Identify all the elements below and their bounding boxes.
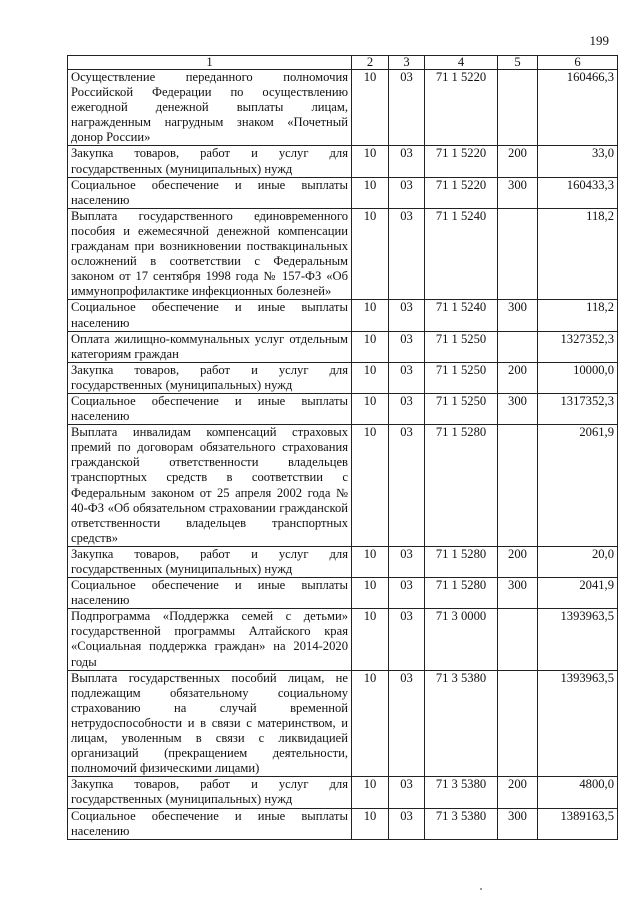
subsection-code-cell: 03 bbox=[389, 808, 425, 839]
amount-cell: 160466,3 bbox=[538, 70, 618, 146]
target-article-cell: 71 1 5280 bbox=[425, 546, 498, 577]
subsection-code-cell: 03 bbox=[389, 300, 425, 331]
expense-type-cell: 300 bbox=[498, 578, 538, 609]
table-row bbox=[68, 670, 618, 777]
amount-cell: 1389163,5 bbox=[538, 808, 618, 839]
row-name-cell: Осуществление переданного полномочия Российской Федерации по осуществлению ежегодной денежной выплаты лицам, награжденным нагрудным знаком «Почетный донор России» bbox=[68, 70, 352, 146]
row-name-cell: Оплата жилищно-коммунальных услуг отдельным категориям граждан bbox=[68, 331, 352, 362]
target-article-cell: 71 3 5380 bbox=[425, 808, 498, 839]
expense-type-cell: 300 bbox=[498, 808, 538, 839]
target-article-cell: 71 1 5240 bbox=[425, 208, 498, 300]
section-code-cell: 10 bbox=[352, 362, 389, 393]
target-article-cell: 71 1 5250 bbox=[425, 331, 498, 362]
amount-cell: 2061,9 bbox=[538, 425, 618, 547]
section-code-cell: 10 bbox=[352, 393, 389, 424]
expense-type-cell: 300 bbox=[498, 300, 538, 331]
table-row bbox=[68, 331, 618, 362]
target-article-cell: 71 1 5280 bbox=[425, 578, 498, 609]
subsection-code-cell: 03 bbox=[389, 208, 425, 300]
expense-type-cell: 300 bbox=[498, 393, 538, 424]
table-row bbox=[68, 177, 618, 208]
expense-type-cell bbox=[498, 70, 538, 146]
target-article-cell: 71 3 5380 bbox=[425, 777, 498, 808]
section-code-cell: 10 bbox=[352, 777, 389, 808]
table-row bbox=[68, 546, 618, 577]
table-row bbox=[68, 808, 618, 839]
expense-type-cell bbox=[498, 208, 538, 300]
row-name-cell: Закупка товаров, работ и услуг для государственных (муниципальных) нужд bbox=[68, 777, 352, 808]
section-code-cell: 10 bbox=[352, 208, 389, 300]
row-name-cell: Социальное обеспечение и иные выплаты населению bbox=[68, 578, 352, 609]
row-name-cell: Закупка товаров, работ и услуг для государственных (муниципальных) нужд bbox=[68, 362, 352, 393]
row-name-cell: Социальное обеспечение и иные выплаты населению bbox=[68, 808, 352, 839]
table-row bbox=[68, 425, 618, 547]
target-article-cell: 71 1 5280 bbox=[425, 425, 498, 547]
table-body bbox=[68, 70, 618, 840]
target-article-cell: 71 1 5220 bbox=[425, 146, 498, 177]
table-row bbox=[68, 146, 618, 177]
expense-type-cell: 200 bbox=[498, 546, 538, 577]
amount-cell: 1317352,3 bbox=[538, 393, 618, 424]
amount-cell: 1327352,3 bbox=[538, 331, 618, 362]
scan-speck bbox=[480, 888, 482, 890]
expense-type-cell bbox=[498, 331, 538, 362]
expense-type-cell: 300 bbox=[498, 177, 538, 208]
table-row bbox=[68, 362, 618, 393]
amount-cell: 1393963,5 bbox=[538, 609, 618, 670]
amount-cell: 118,2 bbox=[538, 300, 618, 331]
subsection-code-cell: 03 bbox=[389, 362, 425, 393]
target-article-cell: 71 1 5250 bbox=[425, 362, 498, 393]
target-article-cell: 71 1 5220 bbox=[425, 70, 498, 146]
section-code-cell: 10 bbox=[352, 670, 389, 777]
table-row bbox=[68, 300, 618, 331]
section-code-cell: 10 bbox=[352, 300, 389, 331]
amount-cell: 118,2 bbox=[538, 208, 618, 300]
subsection-code-cell: 03 bbox=[389, 578, 425, 609]
table-row bbox=[68, 208, 618, 300]
target-article-cell: 71 3 5380 bbox=[425, 670, 498, 777]
column-header: 5 bbox=[498, 56, 538, 70]
expense-type-cell bbox=[498, 425, 538, 547]
row-name-cell: Социальное обеспечение и иные выплаты населению bbox=[68, 300, 352, 331]
target-article-cell: 71 3 0000 bbox=[425, 609, 498, 670]
section-code-cell: 10 bbox=[352, 808, 389, 839]
subsection-code-cell: 03 bbox=[389, 177, 425, 208]
table-row bbox=[68, 777, 618, 808]
section-code-cell: 10 bbox=[352, 331, 389, 362]
subsection-code-cell: 03 bbox=[389, 70, 425, 146]
section-code-cell: 10 bbox=[352, 177, 389, 208]
subsection-code-cell: 03 bbox=[389, 670, 425, 777]
row-name-cell: Социальное обеспечение и иные выплаты населению bbox=[68, 177, 352, 208]
expense-type-cell: 200 bbox=[498, 362, 538, 393]
section-code-cell: 10 bbox=[352, 146, 389, 177]
expense-type-cell: 200 bbox=[498, 146, 538, 177]
table-row bbox=[68, 609, 618, 670]
section-code-cell: 10 bbox=[352, 578, 389, 609]
section-code-cell: 10 bbox=[352, 425, 389, 547]
section-code-cell: 10 bbox=[352, 70, 389, 146]
subsection-code-cell: 03 bbox=[389, 546, 425, 577]
column-header: 4 bbox=[425, 56, 498, 70]
amount-cell: 20,0 bbox=[538, 546, 618, 577]
amount-cell: 4800,0 bbox=[538, 777, 618, 808]
row-name-cell: Выплата государственных пособий лицам, не подлежащим обязательному социальному страхованию на случай временной нетрудоспособности и в связи с материнством, и лицам, уволенным в связи с ликвидацией организаций (прекращением деятельности, полномочий физическими лицами) bbox=[68, 670, 352, 777]
column-header: 2 bbox=[352, 56, 389, 70]
subsection-code-cell: 03 bbox=[389, 331, 425, 362]
budget-table bbox=[67, 55, 618, 840]
header-row bbox=[68, 56, 618, 70]
expense-type-cell bbox=[498, 609, 538, 670]
page-number: 199 bbox=[589, 33, 609, 48]
subsection-code-cell: 03 bbox=[389, 609, 425, 670]
row-name-cell: Социальное обеспечение и иные выплаты населению bbox=[68, 393, 352, 424]
row-name-cell: Закупка товаров, работ и услуг для государственных (муниципальных) нужд bbox=[68, 546, 352, 577]
section-code-cell: 10 bbox=[352, 609, 389, 670]
target-article-cell: 71 1 5240 bbox=[425, 300, 498, 331]
row-name-cell: Выплата инвалидам компенсаций страховых премий по договорам обязательного страхования гражданской ответственности владельцев транспортных средств в соответствии с Федеральным законом от 25 апреля 2002 года № 40-ФЗ «Об обязательном страховании гражданской ответственности владельцев транспортных средств» bbox=[68, 425, 352, 547]
subsection-code-cell: 03 bbox=[389, 425, 425, 547]
amount-cell: 33,0 bbox=[538, 146, 618, 177]
subsection-code-cell: 03 bbox=[389, 146, 425, 177]
row-name-cell: Закупка товаров, работ и услуг для государственных (муниципальных) нужд bbox=[68, 146, 352, 177]
column-header: 3 bbox=[389, 56, 425, 70]
column-header: 1 bbox=[68, 56, 352, 70]
amount-cell: 160433,3 bbox=[538, 177, 618, 208]
amount-cell: 2041,9 bbox=[538, 578, 618, 609]
row-name-cell: Выплата государственного единовременного пособия и ежемесячной денежной компенсации гражданам при возникновении поствакцинальных осложнений в соответствии с Федеральным законом от 17 сентября 1998 года № 157-ФЗ «Об иммунопрофилактике инфекционных болезней» bbox=[68, 208, 352, 300]
target-article-cell: 71 1 5220 bbox=[425, 177, 498, 208]
section-code-cell: 10 bbox=[352, 546, 389, 577]
table-row bbox=[68, 393, 618, 424]
subsection-code-cell: 03 bbox=[389, 393, 425, 424]
expense-type-cell bbox=[498, 670, 538, 777]
expense-type-cell: 200 bbox=[498, 777, 538, 808]
table-row bbox=[68, 578, 618, 609]
target-article-cell: 71 1 5250 bbox=[425, 393, 498, 424]
amount-cell: 1393963,5 bbox=[538, 670, 618, 777]
table-row bbox=[68, 70, 618, 146]
row-name-cell: Подпрограмма «Поддержка семей с детьми» государственной программы Алтайского края «Социальная поддержка граждан» на 2014-2020 годы bbox=[68, 609, 352, 670]
column-header: 6 bbox=[538, 56, 618, 70]
subsection-code-cell: 03 bbox=[389, 777, 425, 808]
amount-cell: 10000,0 bbox=[538, 362, 618, 393]
